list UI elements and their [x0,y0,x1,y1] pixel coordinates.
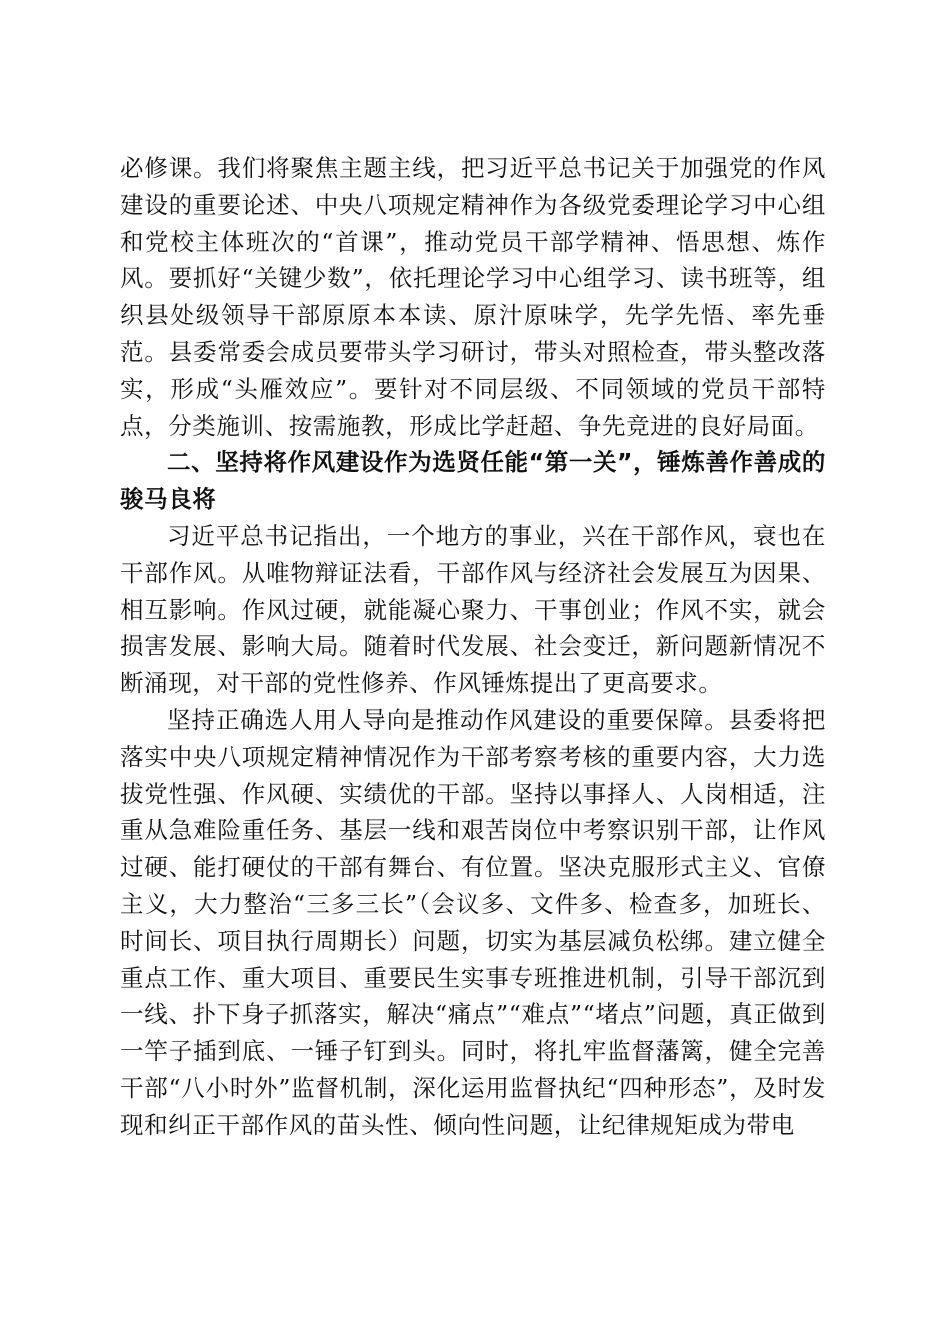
document-body [120,150,826,1144]
paragraph-continuation: 必修课。我们将聚焦主题主线，把习近平总书记关于加强党的作风建设的重要论述、中央八项规定精神作为各级党委理论学习中心组和党校主体班次的“首课”，推动党员干部学精神、悟思想、炼作风。要抓好“关键少数”，依托理论学习中心组学习、读书班等，组织县处级领导干部原原本本读、原汁原味学，先学先悟、率先垂范。县委常委会成员要带头学习研讨，带头对照检查，带头整改落实，形成“头雁效应”。要针对不同层级、不同领域的党员干部特点，分类施训、按需施教，形成比学赶超、争先竞进的良好局面。 [120,154,826,440]
paragraph-xi-quote: 习近平总书记指出，一个地方的事业，兴在干部作风，衰也在干部作风。从唯物辩证法看，干部作风与经济社会发展互为因果、相互影响。作风过硬，就能凝心聚力、干事创业；作风不实，就会损害发展、影响大局。随着时代发展、社会变迁，新问题新情况不断涌现，对干部的党性修养、作风锤炼提出了更高要求。 [120,521,826,698]
section-heading-2: 二、坚持将作风建设作为选贤任能“第一关”，锤炼善作善成的骏马良将 [120,448,826,514]
paragraph-cadre-selection: 坚持正确选人用人导向是推动作风建设的重要保障。县委将把落实中央八项规定精神情况作为干部考察考核的重要内容，大力选拔党性强、作风硬、实绩优的干部。坚持以事择人、人岗相适，注重从急难险重任务、基层一线和艰苦岗位中考察识别干部，让作风过硬、能打硬仗的干部有舞台、有位置。坚决克服形式主义、官僚主义，大力整治“三多三长”（会议多、文件多、检查多，加班长、时间长、项目执行周期长）问题，切实为基层减负松绑。建立健全重点工作、重大项目、重要民生实事专班推进机制，引导干部沉到一线、扑下身子抓落实，解决“痛点”“难点”“堵点”问题，真正做到一竿子插到底、一锤子钉到头。同时，将扎牢监督藩篱，健全完善干部“八小时外”监督机制，深化运用监督执纪“四种形态”，及时发现和纠正干部作风的苗头性、倾向性问题，让纪律规矩成为带电 [120,705,826,1139]
